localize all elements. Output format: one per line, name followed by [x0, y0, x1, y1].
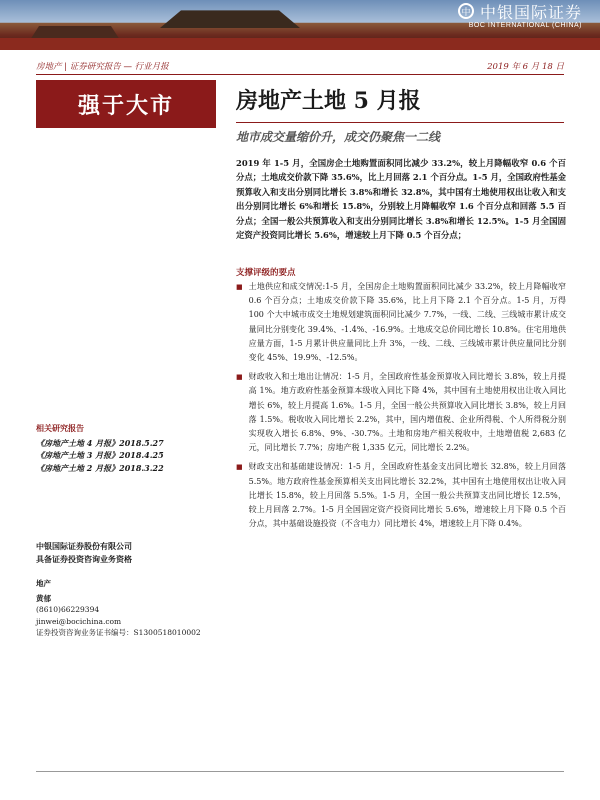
key-points-list — [236, 280, 566, 536]
palace-wall-image — [0, 38, 600, 50]
divider — [36, 74, 564, 75]
analyst-info — [36, 578, 216, 639]
bullet-icon: ■ — [236, 283, 243, 291]
related-reports — [36, 422, 216, 474]
report-date: 2019 年 6 月 18 日 — [487, 62, 564, 72]
related-report-link[interactable]: 《房地产土地 2 月报》2018.3.22 — [36, 462, 164, 473]
report-category: 房地产 | 证券研究报告 — 行业月报 — [36, 62, 169, 72]
analyst-name: 黄郁 — [36, 593, 51, 603]
header-banner — [0, 0, 600, 50]
brand-name-cn: 中银国际证券 — [479, 2, 582, 22]
bullet-icon: ■ — [236, 373, 243, 382]
list-item — [236, 370, 566, 455]
brand-logo — [458, 0, 582, 22]
analyst-sector: 地产 — [36, 579, 51, 588]
list-item-text: 财政支出和基础建设情况：1-5 月，全国政府性基金支出同比增长 32.8%，较上月回落 5.5%。地方政府性基金预算相关支出同比增长 32.2%，其中国有土地使用权出让收入同比增长 15.8%，较上月回落 5.5%。1-5 月，全国一般公共预算支出同比增长 12.5%，较上月回落 2.7%。1-5 月全国固定资产投资同比增长 5.6%，增速较上月下降 0.5 个百分点，其中基础设施投资（不含电力）同比增长 4%，增速较上月下降 0.4%。 — [248, 462, 566, 529]
analyst-cert: 证券投资咨询业务证书编号：S1300518010002 — [36, 628, 201, 637]
boc-logo-icon: 中 — [458, 3, 474, 19]
report-meta-bar — [36, 60, 564, 74]
page-title: 房地产土地 5 月报 — [236, 88, 421, 114]
analyst-email[interactable]: jinwei@bocichina.com — [36, 616, 122, 626]
page-subtitle: 地市成交量缩价升，成交仍聚焦一二线 — [236, 130, 441, 144]
left-column — [36, 80, 216, 128]
brand-name-en: BOC INTERNATIONAL (CHINA) — [468, 22, 582, 29]
section-header: 支撑评级的要点 — [236, 268, 296, 278]
palace-roof-image — [160, 6, 300, 28]
footer-divider — [36, 771, 564, 772]
list-item-text: 财政收入和土地出让情况：1-5 月，全国政府性基金预算收入同比增长 3.8%，较上月提高 1%。地方政府性基金预算本级收入同比下降 4%，其中国有土地使用权出让收入同比增长 6%，较上月提高 1.6%。1-5 月，全国一般公共预算收入同比增长 3.8%，较上月回落 1.5%。税收收入同比增长 2.2%，其中，国内增值税、企业所得税、个人所得税分别实现收入增长 6.8%、9%、-30.7%。土地和房地产相关税收中，土地增值税 2,683 亿元，同比增长 7.7%；房地产税 1,335 亿元，同比增长 2.2%。 — [248, 372, 566, 453]
rating-badge: 强于大市 — [36, 80, 216, 128]
company-info: 中银国际证券股份有限公司 具备证券投资咨询业务资格 — [36, 541, 132, 564]
analyst-phone: (8610)66229394 — [36, 605, 100, 614]
related-report-link[interactable]: 《房地产土地 4 月报》2018.5.27 — [36, 437, 164, 448]
related-reports-header: 相关研究报告 — [36, 423, 84, 433]
list-item — [236, 460, 566, 531]
related-report-link[interactable]: 《房地产土地 3 月报》2018.4.25 — [36, 450, 164, 460]
list-item — [236, 280, 566, 365]
list-item-text: 土地供应和成交情况:1-5 月，全国房企土地购置面积同比减少 33.2%，较上月降幅收窄 0.6 个百分点；土地成交价款下降 35.6%，比上月下降 2.1 个百分点。1-5 月，万得 100 个大中城市成交土地规划建筑面积同比减少 7.7%，一线、二线、三线城市累计成交量同比分别变化 39.4%、-1.4%、-16.9%。土地成交总价同比增长 10.8%。住宅用地供应量方面，1-5 月累计供应量同比上升 3%，一线、二线、三线城市累计供应量同比分别变化 45%、19.9%、-12.5%。 — [248, 282, 566, 363]
title-divider — [236, 122, 564, 123]
summary-paragraph: 2019 年 1-5 月，全国房企土地购置面积同比减少 33.2%，较上月降幅收窄 0.6 个百分点；土地成交价款下降 35.6%，比上月回落 2.1 个百分点。1-5 月，全国政府性基金预算收入和支出分别同比增长 3.8%和增长 32.8%，其中国有土地使用权出让收入和支出分别同比增长 6%和增长 15.8%，分别较上月降幅收窄 1.6 个百分点和回落 5.5 百分点；全国一般公共预算收入和支出分别同比增长 3.8%和增长 12.5%。1-5 月全国固定资产投资同比增长 5.6%，增速较上月下降 0.5 个百分点； — [236, 158, 566, 241]
bullet-icon: ■ — [236, 463, 243, 472]
